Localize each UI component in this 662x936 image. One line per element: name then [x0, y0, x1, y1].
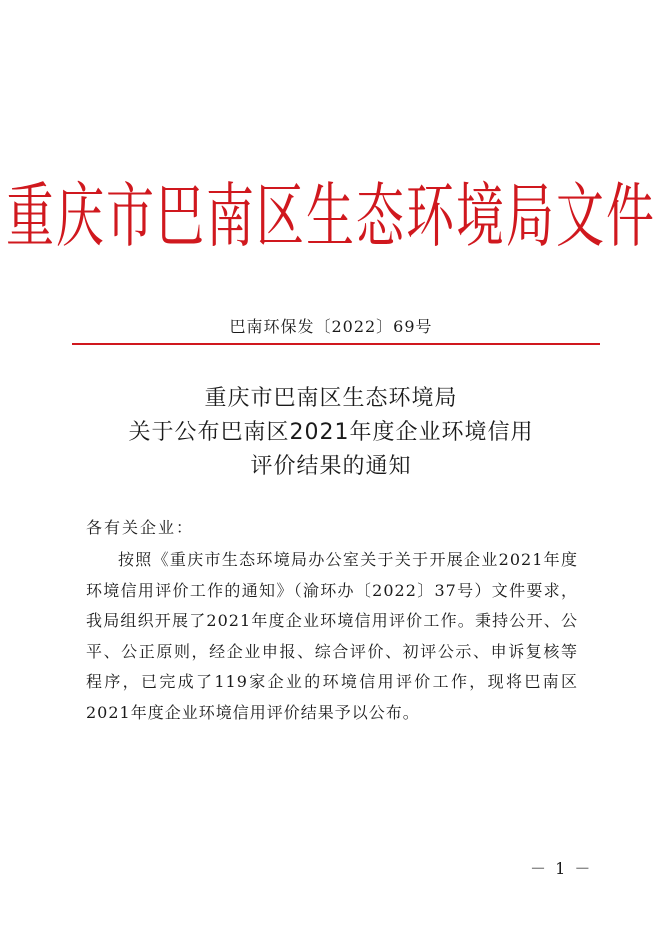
- body-text: [86, 545, 578, 728]
- salutation: 各有关企业：: [86, 518, 195, 537]
- red-divider-line: [72, 343, 600, 345]
- notice-title-line-3: 评价结果的通知: [250, 454, 412, 479]
- masthead-title: 重庆市巴南区生态环境局文件: [5, 175, 656, 258]
- page-number: － 1 －: [530, 859, 593, 878]
- notice-title-line-1: 重庆市巴南区生态环境局: [204, 386, 458, 411]
- notice-title: [0, 382, 662, 484]
- body-paragraph: 按照《重庆市生态环境局办公室关于关于开展企业2021年度环境信用评价工作的通知》（渝环办〔2022〕37号）文件要求，我局组织开展了2021年度企业环境信用评价工作。秉持公开、公平、公正原则，经企业申报、综合评价、初评公示、申诉复核等程序，已完成了119家企业的环境信用评价工作，现将巴南区2021年度企业环境信用评价结果予以公布。: [86, 550, 578, 722]
- notice-title-line-2: 关于公布巴南区2021年度企业环境信用: [128, 420, 534, 445]
- document-number: 巴南环保发〔2022〕69号: [229, 317, 433, 336]
